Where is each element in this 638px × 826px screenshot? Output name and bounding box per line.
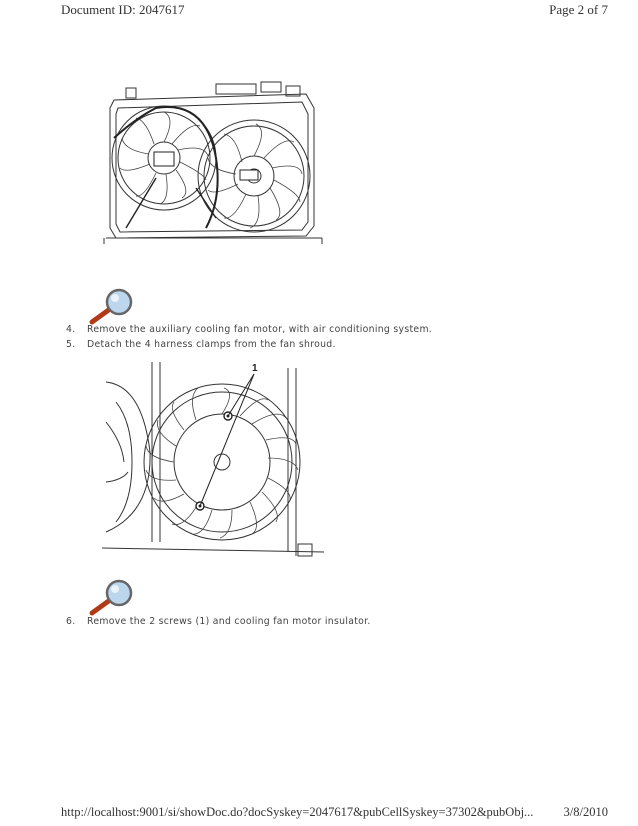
- magnifier-icon[interactable]: [86, 578, 136, 618]
- steps-list-a: [66, 322, 432, 352]
- document-id: Document ID: 2047617: [61, 2, 185, 17]
- list-item: 5. Detach the 4 harness clamps from the fan shroud.: [66, 339, 336, 350]
- fan-assembly-illustration: [96, 78, 328, 246]
- magnifier-icon[interactable]: [86, 287, 136, 327]
- list-item: 6. Remove the 2 screws (1) and cooling fan motor insulator.: [66, 616, 371, 627]
- fan-screws-illustration: [102, 362, 328, 568]
- steps-list-b: [66, 614, 371, 629]
- list-item: 4. Remove the auxiliary cooling fan motor, with air conditioning system.: [66, 324, 433, 335]
- page-number: Page 2 of 7: [549, 2, 608, 17]
- footer-date: 3/8/2010: [563, 805, 608, 819]
- footer-url: http://localhost:9001/si/showDoc.do?docSyskey=2047617&pubCellSyskey=37302&pubObj...: [61, 805, 534, 819]
- callout-label: 1: [252, 363, 258, 374]
